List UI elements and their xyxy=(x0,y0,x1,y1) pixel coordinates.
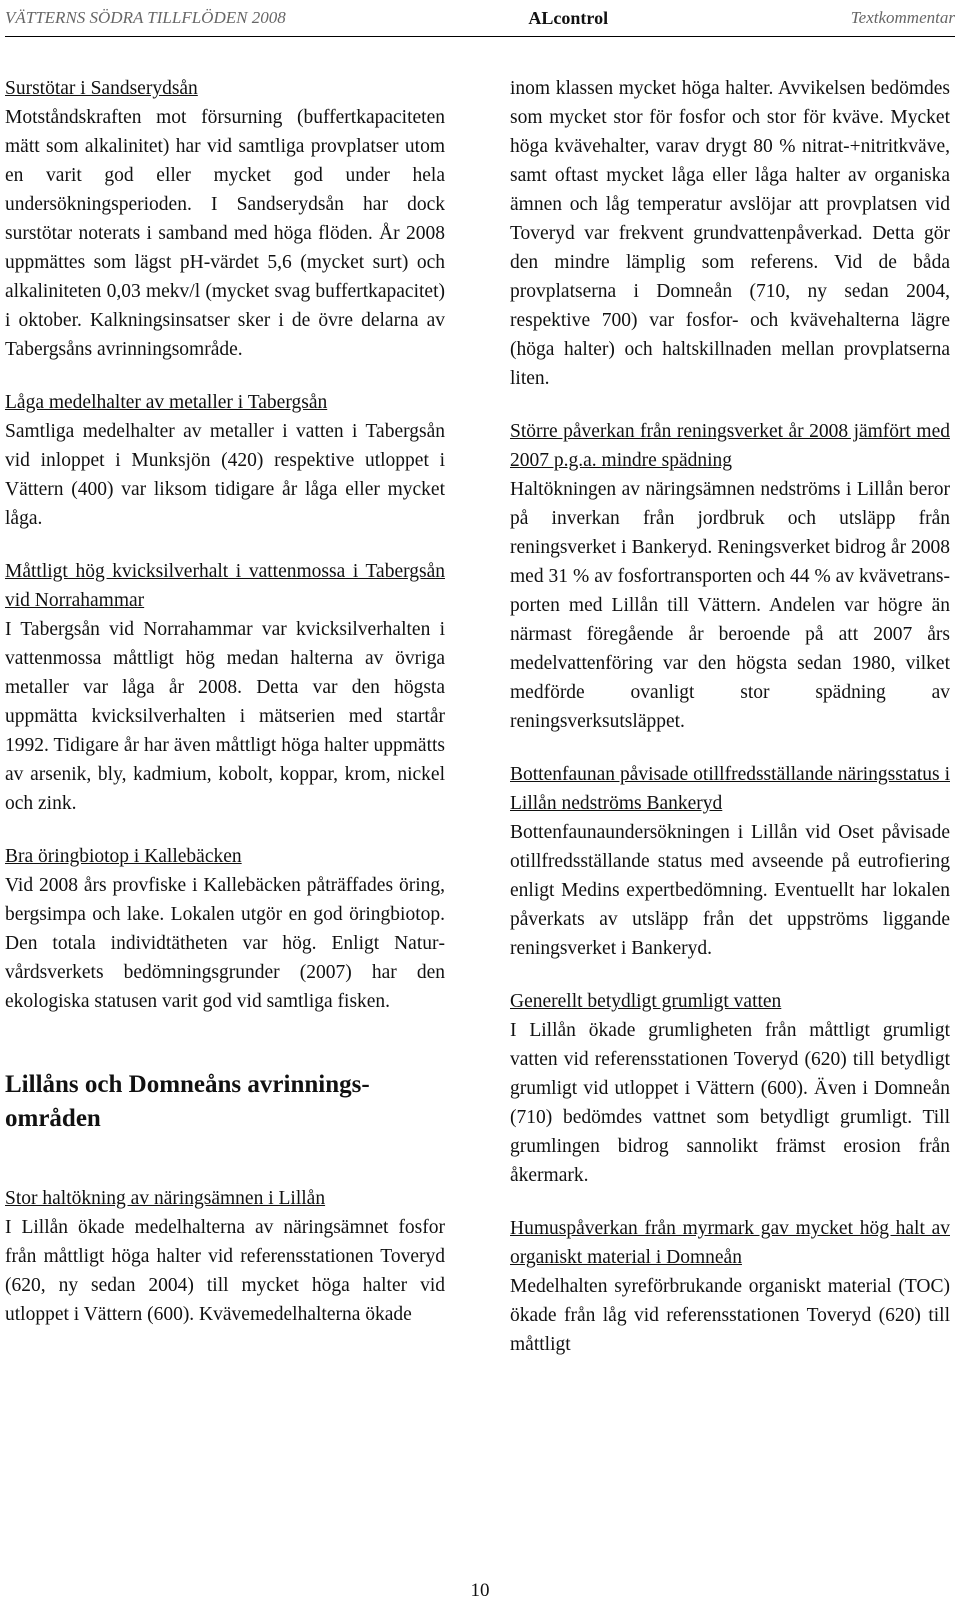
header-section: Textkommentar xyxy=(850,8,955,27)
section-body: Haltökningen av näringsämnen nedströms i Lillån beror på inverkan från jordbruk och utsläpp från reningsverket i Bankeryd. Reningsverket bidrog år 2008 med 31 % av fosfortransporten och 44 % av kvävetransporten med Lillån till Vättern. Andelen var högre än närmast föregående år beroende på att 2007 års medelvattenföring var den högsta sedan 1980, vilket medförde ovanligt stor spädning av reningsverksutsläppet. xyxy=(510,479,950,732)
section-continuation xyxy=(510,74,950,393)
left-column xyxy=(5,74,445,1353)
section-heading: Bra öringbiotop i Kallebäcken xyxy=(5,846,242,867)
section-heading: Humuspåverkan från myrmark gav mycket hög halt av organiskt material i Domneån xyxy=(510,1218,950,1268)
section-body: Bottenfaunaundersökningen i Lillån vid Oset påvisade otillfredsställande status med avseende på eutrofiering enligt Medins expertbedömning. Eventuellt har lokalen påverkats av utsläpp från det uppströms liggande reningsverket i Bankeryd. xyxy=(510,822,950,959)
page-number: 10 xyxy=(470,1580,490,1601)
section-body: I Lillån ökade grumligheten från måttligt grumligt vatten vid referensstationen Toveryd (620) till betydligt grumligt vid utloppet i Vättern (600). Även i Domneån (710) bedömdes vattnet som betydligt grumligt. Till grumlingen bidrog sannolikt främst erosion från åkermark. xyxy=(510,1020,950,1186)
section-heading: Stor haltökning av näringsämnen i Lillån xyxy=(5,1188,326,1209)
section-body: Motståndskraften mot försurning (buffertkapaciteten mätt som alkalinitet) har vid samtliga provplatser utom en varit god eller mycket god under hela undersökningsperioden. I Sandserydsån har dock surstötar noterats i samband med höga flöden. År 2008 uppmättes som lägst pH-värdet 5,6 (mycket surt) och alkaliniteten 0,03 mekv/l (mycket svag buffertkapacitet) i oktober. Kalkningsinsatser sker i de övre delarna av Tabergsåns avrinningsområde. xyxy=(5,107,445,360)
section-body: Medelhalten syreförbrukande organiskt material (TOC) ökade från låg vid referensstationen Toveryd (620) till måttligt xyxy=(510,1276,950,1355)
section-humus xyxy=(510,1214,950,1359)
section-oringbiotop xyxy=(5,842,445,1016)
section-heading: Surstötar i Sandserydsån xyxy=(5,78,198,99)
section-heading: Större påverkan från reningsverket år 2008 jämfört med 2007 p.g.a. mindre spädning xyxy=(510,421,950,471)
section-heading: Låga medelhalter av metaller i Tabergsån xyxy=(5,392,328,413)
section-body: I Tabergsån vid Norrahammar var kvicksilverhalten i vattenmossa måttligt hög medan halterna av övriga metaller var låga år 2008. Detta var den högsta uppmätta kvicksilverhalten i mätserien med startår 1992. Tidigare år har även måttligt höga halter uppmätts av arsenik, bly, kadmium, kobolt, koppar, krom, nickel och zink. xyxy=(5,619,445,814)
header-company: ALcontrol xyxy=(528,7,609,28)
section-body: inom klassen mycket höga halter. Avvikelsen bedömdes som mycket stor för fosfor och stor för kväve. Mycket höga kvävehalter, varav drygt 80 % nitrat-+nitritkväve, samt oftast mycket låga eller låga halter av organiska ämnen och låg temperatur avslöjar att provplatsen vid Toveryd var frekvent grundvattenpåverkad. Detta gör den mindre lämplig som referens. Vid de båda provplatserna i Domneån (710, ny sedan 2004, respektive 700) var fosfor- och kvävehalterna lägre (höga halter) och haltskillnaden mellan provplatserna liten. xyxy=(510,78,950,389)
page-header xyxy=(5,0,955,37)
section-body: Vid 2008 års provfiske i Kallebäcken påträffades öring, bergsimpa och lake. Lokalen utgör en god öringbiotop. Den totala individtätheten var hög. Enligt Naturvårdsverkets bedömningsgrunder (2007) har den ekologiska statusen varit god vid samtliga fisken. xyxy=(5,875,445,1012)
section-metaller xyxy=(5,388,445,533)
section-bottenfauna xyxy=(510,760,950,963)
section-heading: Bottenfaunan påvisade otillfredsställande näringsstatus i Lillån nedströms Bankeryd xyxy=(510,764,950,814)
section-body: Samtliga medelhalter av metaller i vatten i Tabergsån vid inloppet i Munksjön (420) respektive utloppet i Vättern (400) var liksom tidigare år låga eller mycket låga. xyxy=(5,421,445,529)
section-naringsamnen xyxy=(5,1184,445,1329)
header-document-title: VÄTTERNS SÖDRA TILLFLÖDEN 2008 xyxy=(5,8,286,27)
section-grumligt xyxy=(510,987,950,1190)
section-heading: Generellt betydligt grumligt vatten xyxy=(510,991,782,1012)
section-reningsverket xyxy=(510,417,950,736)
main-heading: Lillåns och Domneåns avrinningsområden xyxy=(5,1071,370,1132)
section-body: I Lillån ökade medelhalterna av näringsämnet fosfor från måttligt höga halter vid referensstationen Toveryd (620, ny sedan 2004) till mycket höga halter vid utloppet i Vättern (600). Kvävemedelhalterna ökade xyxy=(5,1217,445,1325)
section-surstotar xyxy=(5,74,445,364)
section-kvicksilver xyxy=(5,557,445,818)
right-column xyxy=(510,74,950,1383)
section-heading: Måttligt hög kvicksilverhalt i vattenmossa i Tabergsån vid Norrahammar xyxy=(5,561,445,611)
